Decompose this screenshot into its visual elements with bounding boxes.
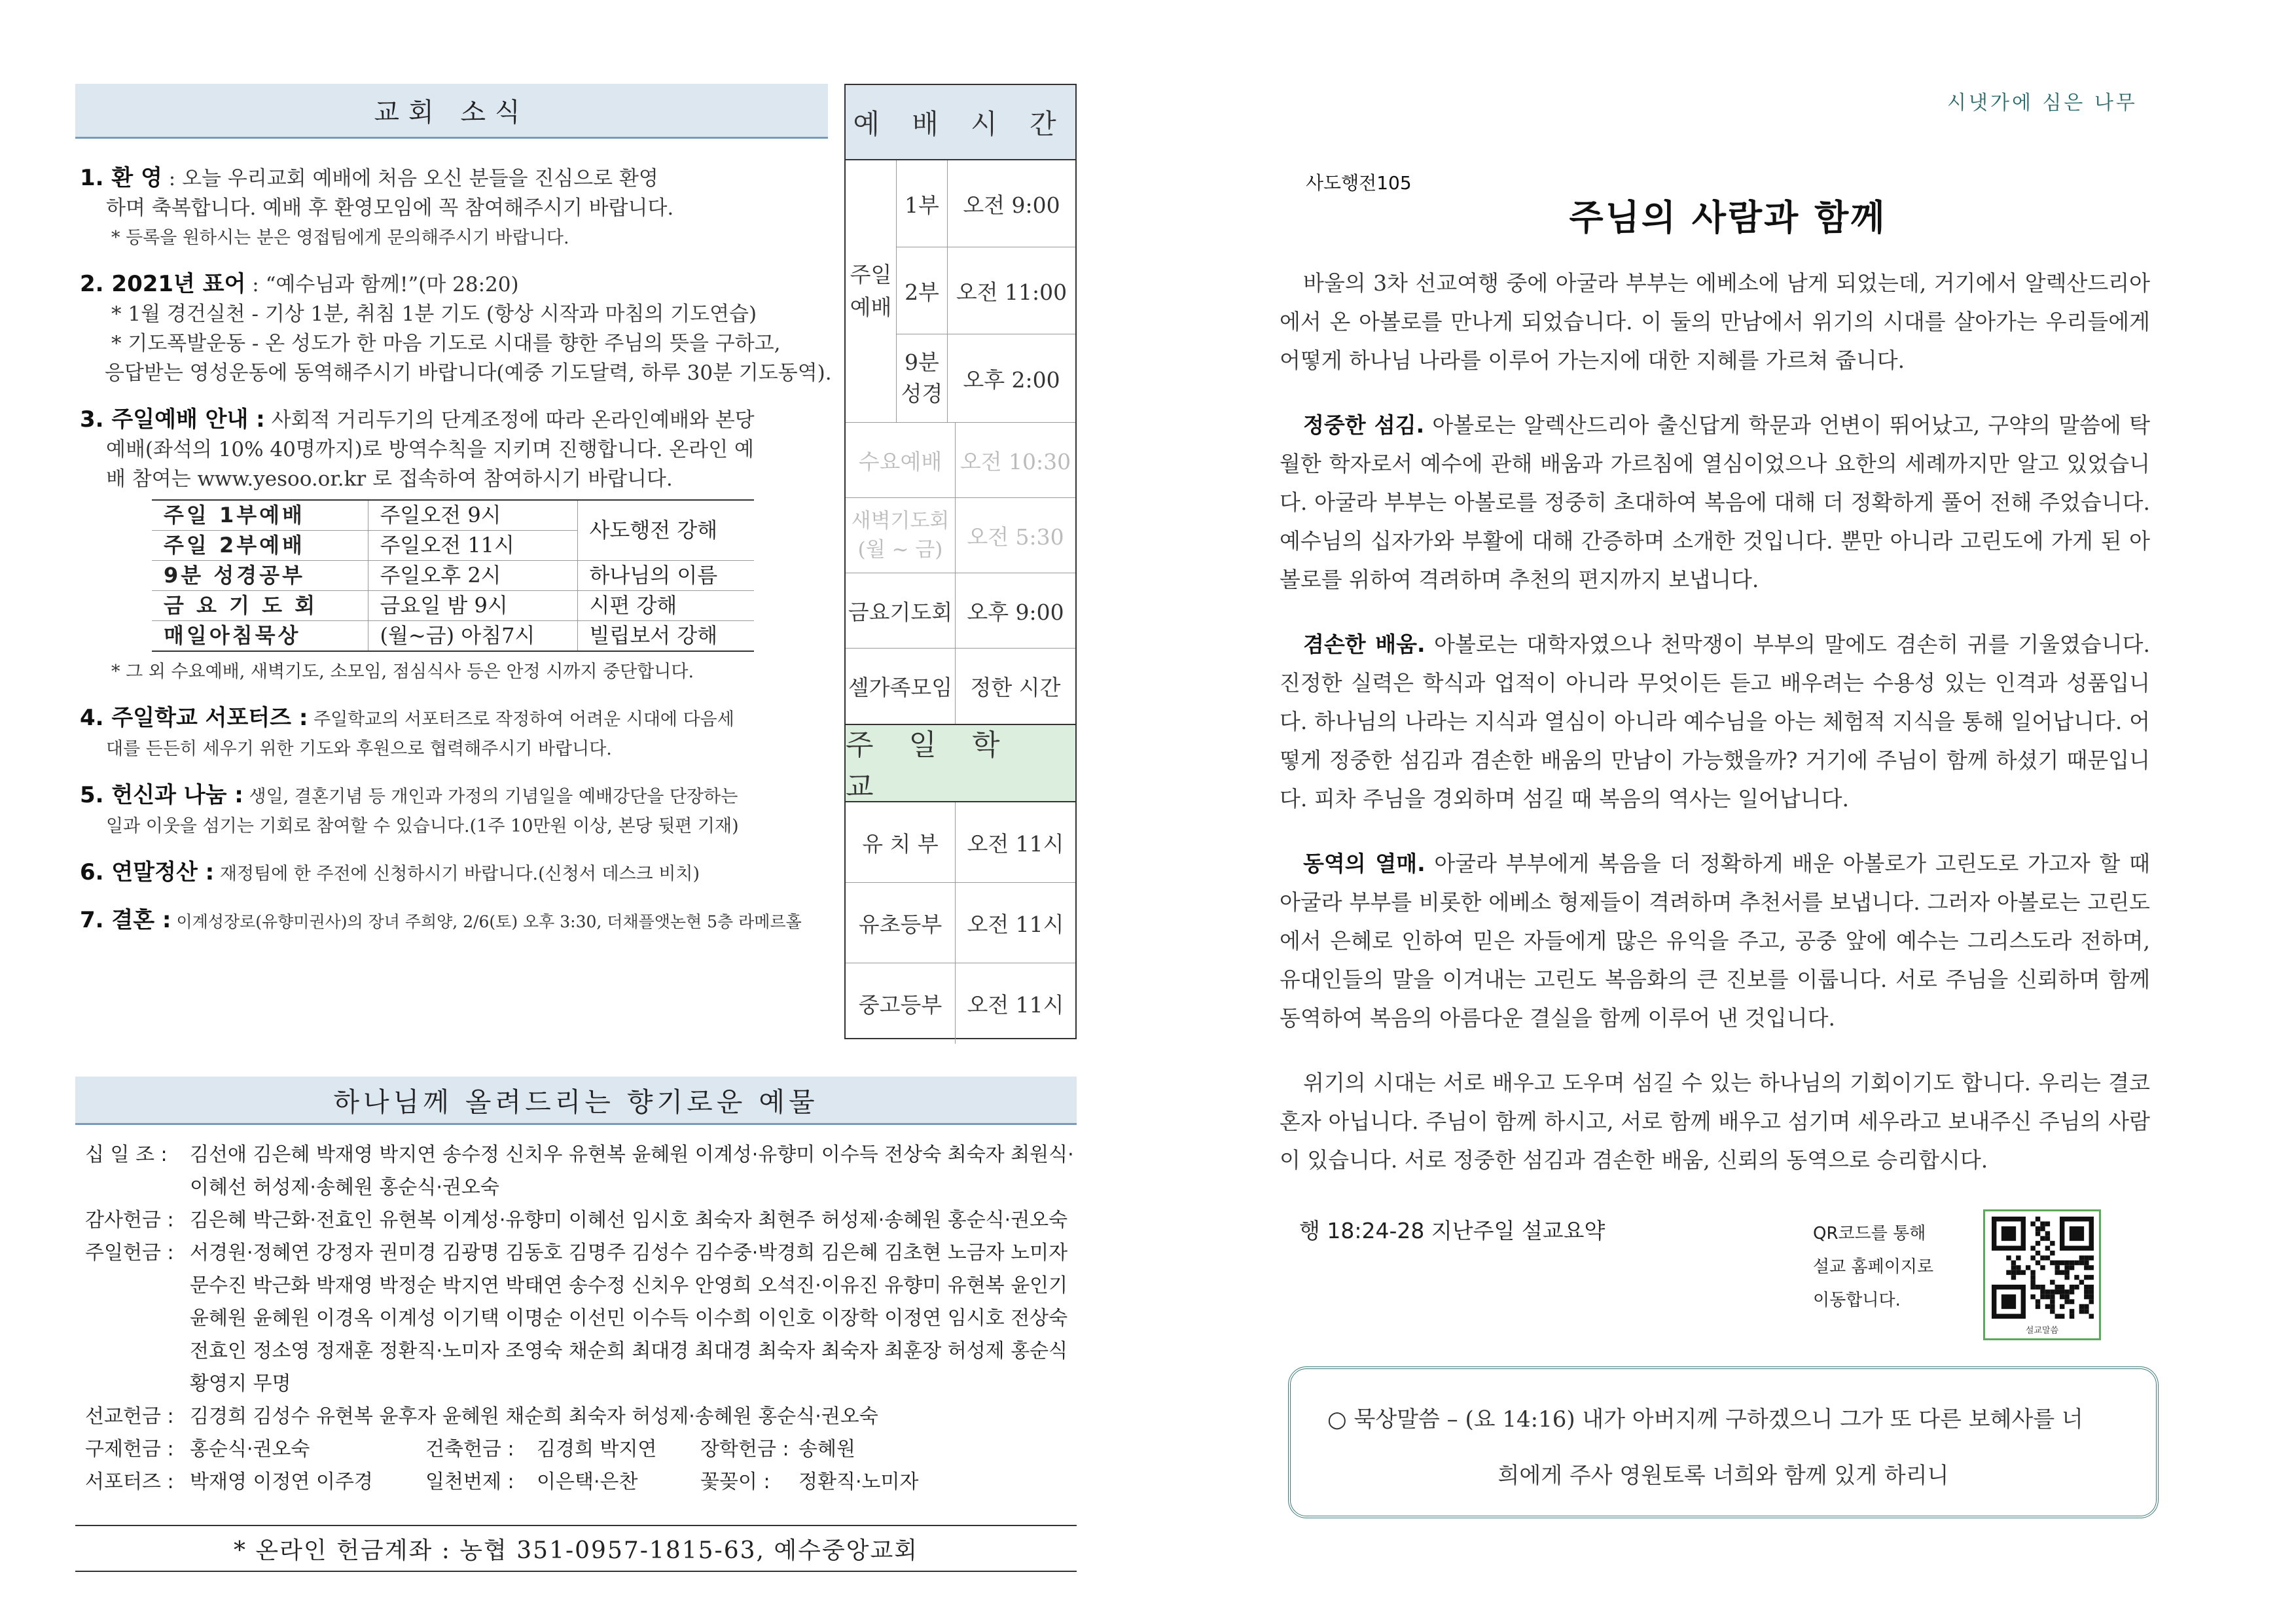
qr-caption-line: 이동합니다. bbox=[1813, 1291, 1901, 1310]
sermon-paragraph bbox=[1280, 264, 2150, 380]
qr-label: 설교말씀 bbox=[2025, 1326, 2059, 1336]
offering-label: 서포터즈 : bbox=[85, 1471, 174, 1493]
news-item-title: 4. 주일학교 서포터즈 : bbox=[80, 705, 308, 731]
worship-label: 새벽기도회 (월 ~ 금) bbox=[846, 498, 956, 573]
service-content: 시편 강해 bbox=[577, 591, 754, 621]
offering-label: 구제헌금 : bbox=[85, 1438, 174, 1461]
paragraph-text: 아볼로는 대학자였으나 천막쟁이 부부의 말에도 겸손히 귀를 기울였습니다. 진정한 실력은 학식과 업적이 아니라 무엇이든 듣고 배우려는 수용성 있는 인격과 성품입니다. 하나님의 나라는 지식과 열심이 아니라 예수님을 아는 체험적 지식을 통해 일어납니다. 어떻게 정중한 섬김과 겸손한 배움의 만남이 가능했을까? 거기에 주님이 함께 하셨기 때문입니다. 피차 주님을 경외하며 섬길 때 복음의 역사는 일어납니다. bbox=[1280, 632, 2150, 812]
running-head: 시냇가에 심은 나무 bbox=[1947, 92, 2138, 115]
service-time: (월~금) 아침7시 bbox=[368, 621, 577, 652]
worship-row bbox=[897, 160, 1075, 247]
offering-names: 김경희 박지연 bbox=[537, 1438, 657, 1461]
paragraph-text: 바울의 3차 선교여행 중에 아굴라 부부는 에베소에 남게 되었는데, 거기에서 알렉산드리아에서 온 아볼로를 만나게 되었습니다. 이 둘의 만남에서 위기의 시대를 살아가는 우리들에게 어떻게 하나님 나라를 이루어 가는지에 대한 지혜를 가르쳐 줍니다. bbox=[1280, 270, 2150, 373]
paragraph-lead: 겸손한 배움. bbox=[1303, 632, 1426, 657]
sermon-paragraph bbox=[1280, 1063, 2150, 1179]
news-item-title: 7. 결혼 : bbox=[80, 907, 171, 933]
news-list bbox=[80, 164, 833, 954]
offering-names: 서경원·정혜연 강정자 권미경 김광명 김동호 김명주 김성수 김수중·박경희 김은혜 김초현 노금자 노미자 문수진 박근화 박재영 박정순 박지연 박태연 송수정 신치우 안영희 오석진·이유진 유향미 유현복 윤인기 윤혜원 윤혜원 이경옥 이계성 이기택 이명순 이선민 이수득 이수희 이인호 이장학 이정연 임시호 전상숙 전효인 정소영 정재훈 정환직·노미자 조영숙 채순희 최대경 최대경 최숙자 최숙자 최훈장 허성제 홍순식 황영지 무명 bbox=[190, 1241, 1068, 1395]
offering-row bbox=[85, 1204, 1080, 1237]
offering-names: 김선애 김은혜 박재영 박지연 송수정 신치우 유현복 윤혜원 이계성·유향미 이수득 전상숙 최숙자 최원식·이혜선 허성제·송혜원 홍순식·권오숙 bbox=[190, 1143, 1074, 1199]
qr-caption bbox=[1813, 1217, 1970, 1317]
news-item-motto bbox=[80, 270, 833, 388]
worship-label: 수요예배 bbox=[846, 423, 956, 497]
school-time: 오전 11시 bbox=[967, 992, 1064, 1018]
offering-row bbox=[85, 1466, 1080, 1499]
offering-names: 송혜원 bbox=[798, 1438, 855, 1461]
sermon-paragraph bbox=[1280, 625, 2150, 818]
news-item-body: 예배(좌석의 10% 40명까지)로 방역수칙을 지키며 진행합니다. 온라인 예 bbox=[106, 438, 754, 461]
worship-time: 오후 2:00 bbox=[963, 366, 1060, 393]
worship-label: 2부 bbox=[897, 247, 948, 334]
service-time: 주일오후 2시 bbox=[368, 561, 577, 591]
school-label: 유초등부 bbox=[846, 883, 956, 963]
offering-label: 선교헌금 : bbox=[85, 1405, 174, 1428]
news-item-title: 1. 환 영 bbox=[80, 165, 162, 191]
table-row bbox=[152, 561, 754, 591]
offering-label: 주일헌금 : bbox=[85, 1241, 174, 1264]
news-item-welcome bbox=[80, 164, 833, 253]
worship-times-box bbox=[844, 84, 1077, 1039]
offering-label: 꽃꽂이 : bbox=[700, 1471, 770, 1493]
school-row bbox=[846, 802, 1075, 883]
sermon-paragraph bbox=[1280, 844, 2150, 1037]
news-item-note: * 그 외 수요예배, 새벽기도, 소모임, 점심식사 등은 안정 시까지 중단합니다. bbox=[111, 662, 694, 682]
offering-label: 일천번제 : bbox=[425, 1471, 514, 1493]
offering-label: 십 일 조 : bbox=[85, 1143, 168, 1166]
online-account: * 온라인 헌금계좌 : 농협 351-0957-1815-63, 예수중앙교회 bbox=[75, 1525, 1077, 1572]
service-name: 매일아침묵상 bbox=[152, 621, 368, 652]
news-item-wedding bbox=[80, 906, 833, 936]
news-item-tax bbox=[80, 858, 833, 889]
offering-label: 건축헌금 : bbox=[425, 1438, 514, 1461]
news-item-worship-guide bbox=[80, 405, 833, 687]
table-row bbox=[152, 621, 754, 652]
worship-times-title: 예 배 시 간 bbox=[846, 85, 1075, 160]
news-item-body: 대를 든든히 세우기 위한 기도와 후원으로 협력해주시기 바랍니다. bbox=[106, 739, 612, 759]
worship-time: 오전 10:30 bbox=[960, 448, 1071, 474]
worship-label: 금요기도회 bbox=[846, 573, 956, 648]
news-item-supporters bbox=[80, 704, 833, 764]
news-item-title: 6. 연말정산 : bbox=[80, 859, 215, 885]
offering-label: 장학헌금 : bbox=[700, 1438, 789, 1461]
offering-list bbox=[85, 1139, 1080, 1499]
service-content: 사도행전 강해 bbox=[577, 500, 754, 561]
offering-row bbox=[85, 1237, 1080, 1400]
qr-code-pattern bbox=[1992, 1217, 2094, 1319]
meditation-line: ○ 묵상말씀 – (요 14:16) 내가 아버지께 구하겠으니 그가 또 다른 보혜사를 너 bbox=[1327, 1406, 2083, 1433]
service-time: 주일오전 11시 bbox=[368, 531, 577, 561]
school-time: 오전 11시 bbox=[967, 830, 1064, 857]
news-item-note: 응답받는 영성운동에 동역해주시기 바랍니다(예중 기도달력, 하루 30분 기도동역). bbox=[105, 361, 832, 385]
worship-label: 1부 bbox=[897, 160, 948, 247]
news-item-body: 주일학교의 서포터즈로 작정하여 어려운 시대에 다음세 bbox=[308, 709, 734, 730]
worship-time: 오전 5:30 bbox=[967, 524, 1064, 550]
service-time: 주일오전 9시 bbox=[368, 500, 577, 531]
offering-header: 하나님께 올려드리는 향기로운 예물 bbox=[75, 1077, 1077, 1125]
worship-row bbox=[897, 334, 1075, 422]
service-content: 빌립보서 강해 bbox=[577, 621, 754, 652]
worship-time: 오전 9:00 bbox=[963, 192, 1060, 218]
paragraph-text: 위기의 시대는 서로 배우고 도우며 섬길 수 있는 하나님의 기회이기도 합니다. 우리는 결코 혼자 아닙니다. 주님이 함께 하시고, 서로 함께 배우고 섬기며 세우라고 보내주신 주님의 사람이 있습니다. 서로 정중한 섬김과 겸손한 배움, 신뢰의 동역으로 승리합시다. bbox=[1280, 1070, 2150, 1173]
news-item-note: * 기도폭발운동 - 온 성도가 한 마음 기도로 시대를 향한 주님의 뜻을 구하고, bbox=[111, 332, 781, 355]
news-item-title: 3. 주일예배 안내 : bbox=[80, 406, 265, 433]
scripture-reference: 사도행전105 bbox=[1306, 172, 1412, 194]
news-header: 교회 소식 bbox=[75, 84, 828, 139]
news-item-title: 5. 헌신과 나눔 : bbox=[80, 782, 243, 808]
news-item-body: 재정팀에 한 주전에 신청하시기 바랍니다.(신청서 데스크 비치) bbox=[214, 864, 700, 884]
service-name: 주일 2부예배 bbox=[152, 531, 368, 561]
school-label: 중고등부 bbox=[846, 963, 956, 1044]
worship-row-dawn bbox=[846, 498, 1075, 573]
service-name: 금 요 기 도 회 bbox=[152, 591, 368, 621]
service-name: 주일 1부예배 bbox=[152, 500, 368, 531]
worship-label: 9분 성경 bbox=[897, 334, 948, 422]
offering-row bbox=[85, 1433, 1080, 1466]
worship-time: 오전 11:00 bbox=[956, 279, 1067, 305]
sunday-school-title: 주 일 학 교 bbox=[846, 724, 1075, 802]
worship-row-cell bbox=[846, 649, 1075, 724]
offering-label: 감사헌금 : bbox=[85, 1209, 174, 1232]
offering-names: 이은택·은찬 bbox=[537, 1471, 638, 1493]
news-item-body: 배 참여는 www.yesoo.or.kr 로 접속하여 참여하시기 바랍니다. bbox=[106, 467, 673, 491]
news-item-note: * 1월 경건실천 - 기상 1분, 취침 1분 기도 (항상 시작과 마침의 기도연습) bbox=[111, 302, 757, 326]
sunday-worship-label: 주일 예배 bbox=[846, 160, 897, 422]
school-row bbox=[846, 963, 1075, 1044]
paragraph-lead: 동역의 열매. bbox=[1303, 851, 1426, 876]
offering-names: 홍순식·권오숙 bbox=[190, 1438, 310, 1461]
news-item-body: 생일, 결혼기념 등 개인과 가정의 기념일을 예배강단을 단장하는 bbox=[243, 787, 738, 807]
offering-names: 김은혜 박근화·전효인 유현복 이계성·유향미 이혜선 임시호 최숙자 최현주 허성제·송혜원 홍순식·권오숙 bbox=[190, 1209, 1068, 1232]
sermon-paragraph bbox=[1280, 406, 2150, 599]
school-row bbox=[846, 883, 1075, 963]
table-row bbox=[152, 591, 754, 621]
service-name: 9분 성경공부 bbox=[152, 561, 368, 591]
qr-code-icon[interactable] bbox=[1983, 1209, 2101, 1340]
school-label: 유 치 부 bbox=[846, 802, 956, 882]
worship-row-wednesday bbox=[846, 423, 1075, 498]
news-item-note: * 등록을 원하시는 분은 영접팀에게 문의해주시기 바랍니다. bbox=[111, 228, 569, 248]
offering-names: 박재영 이정연 이주경 bbox=[190, 1471, 373, 1493]
qr-caption-line: QR코드를 통해 bbox=[1813, 1224, 1926, 1243]
service-table bbox=[152, 499, 754, 652]
service-content: 하나님의 이름 bbox=[577, 561, 754, 591]
service-time: 금요일 밤 9시 bbox=[368, 591, 577, 621]
table-row bbox=[152, 500, 754, 531]
meditation-box bbox=[1288, 1366, 2159, 1518]
sermon-body bbox=[1280, 264, 2150, 1205]
paragraph-text: 아굴라 부부에게 복음을 더 정확하게 배운 아볼로가 고린도로 가고자 할 때 아굴라 부부를 비롯한 에베소 형제들이 격려하며 추천서를 보냅니다. 그러자 아볼로는 고린도에서 은혜로 인하여 믿은 자들에게 많은 유익을 주고, 공중 앞에 예수는 그리스도라 전하며, 유대인들의 말을 이겨내는 고린도 복음화의 큰 진보를 이룹니다. 서로 주님을 신뢰하며 함께 동역하여 복음의 아름다운 결실을 함께 이루어 낸 것입니다. bbox=[1280, 851, 2150, 1031]
school-time: 오전 11시 bbox=[967, 911, 1064, 937]
offering-row bbox=[85, 1400, 1080, 1433]
qr-caption-line: 설교 홈페이지로 bbox=[1813, 1257, 1934, 1277]
offering-names: 정환직·노미자 bbox=[798, 1471, 919, 1493]
news-item-body: 일과 이웃을 섬기는 기회로 참여할 수 있습니다.(1주 10만원 이상, 본당 뒷편 기재) bbox=[106, 816, 739, 836]
worship-time: 오후 9:00 bbox=[967, 599, 1064, 625]
paragraph-text: 아볼로는 알렉산드리아 출신답게 학문과 언변이 뛰어났고, 구약의 말씀에 탁월한 학자로서 예수에 관해 배움과 가르침에 열심이었으나 요한의 세례까지만 알고 있었습니다. 아굴라 부부는 아볼로를 정중히 초대하여 복음에 대해 더 정확하게 풀어 전해 주었습니다. 예수님의 십자가와 부활에 대해 간증하며 소개한 것입니다. 뿐만 아니라 고린도에 가게 된 아볼로를 위하여 격려하며 추천의 편지까지 보냅니다. bbox=[1280, 412, 2150, 592]
news-item-body: 하며 축복합니다. 예배 후 환영모임에 꼭 참여해주시기 바랍니다. bbox=[106, 196, 674, 220]
sermon-summary-ref: 행 18:24-28 지난주일 설교요약 bbox=[1299, 1218, 1605, 1243]
news-item-body: 사회적 거리두기의 단계조정에 따라 온라인예배와 본당 bbox=[264, 408, 755, 432]
worship-label: 셀가족모임 bbox=[846, 649, 956, 724]
news-item-dedication bbox=[80, 781, 833, 841]
meditation-line: 희에게 주사 영원토록 너희와 함께 있게 하리니 bbox=[1498, 1463, 1949, 1489]
news-item-body: : 오늘 우리교회 예배에 처음 오신 분들을 진심으로 환영 bbox=[162, 167, 658, 190]
sunday-worship-group bbox=[846, 160, 1075, 423]
worship-row bbox=[897, 247, 1075, 334]
news-item-body: : “예수님과 함께!”(마 28:20) bbox=[245, 273, 519, 296]
worship-row-friday bbox=[846, 573, 1075, 649]
paragraph-lead: 정중한 섬김. bbox=[1303, 412, 1425, 438]
worship-time: 정한 시간 bbox=[970, 675, 1061, 700]
news-item-body: 이계성장로(유향미권사)의 장녀 주희양, 2/6(토) 오후 3:30, 더채플앳논현 5층 라메르홀 bbox=[171, 912, 802, 931]
offering-row bbox=[85, 1139, 1080, 1204]
sermon-title: 주님의 사람과 함께 bbox=[1569, 197, 1887, 238]
news-item-title: 2. 2021년 표어 bbox=[80, 271, 246, 297]
offering-names: 김경희 김성수 유현복 윤후자 윤혜원 채순희 최숙자 허성제·송혜원 홍순식·권오숙 bbox=[190, 1405, 878, 1428]
